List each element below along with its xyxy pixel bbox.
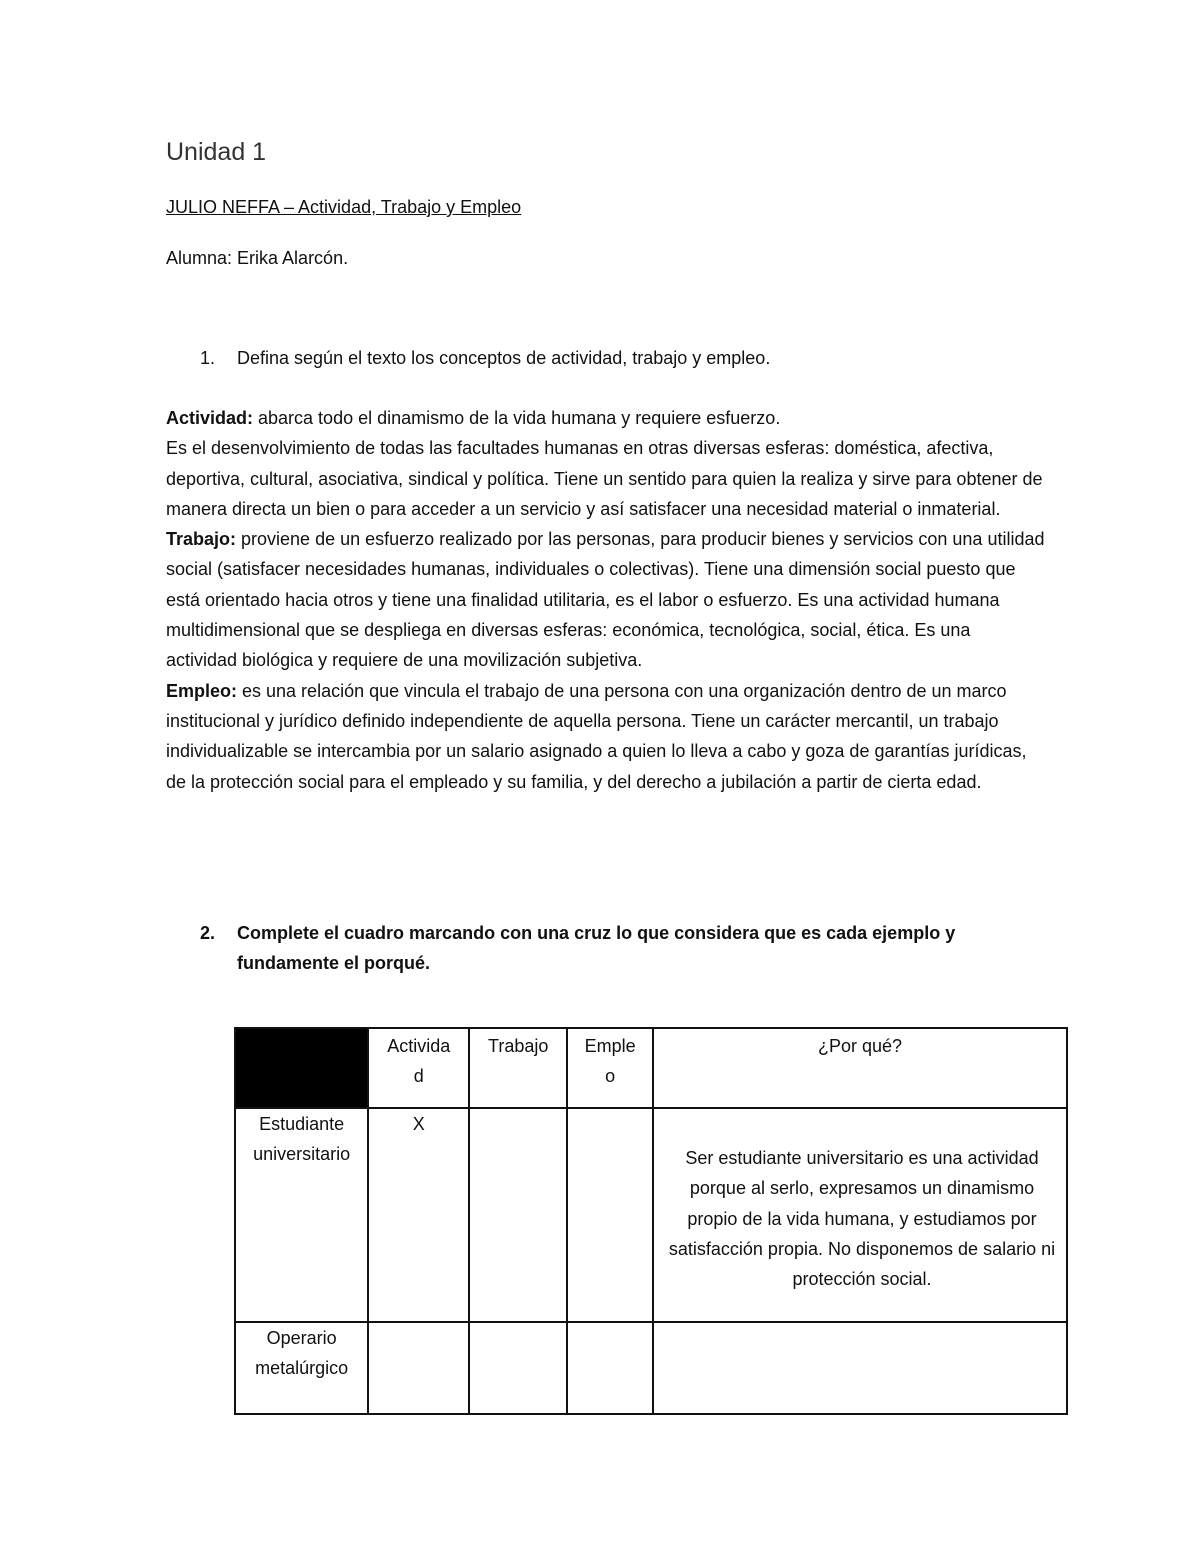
table-header-empleo-label: Empleo — [584, 1036, 636, 1086]
question-1 — [200, 343, 1000, 373]
question-2 — [200, 918, 1000, 978]
classification-table — [234, 1027, 1068, 1415]
table-header-por-que: ¿Por qué? — [653, 1028, 1067, 1108]
student-name: Alumna: Erika Alarcón. — [166, 248, 349, 268]
cell-actividad-operario — [368, 1322, 469, 1414]
row-label-operario: Operario metalúrgico — [235, 1322, 368, 1414]
table-header-trabajo: Trabajo — [469, 1028, 567, 1108]
answer-block — [166, 403, 1046, 797]
trabajo-text: proviene de un esfuerzo realizado por las personas, para producir bienes y servicios con una utilidad social (satisfacer necesidades humanas, individuales o colectivas). Tiene una dimensión social puesto que está orientado hacia otros y tiene una finalidad utilitaria, es el labor o esfuerzo. Es una actividad humana multidimensional que se despliega en diversas esferas: económica, tecnológica, social, ética. Es una actividad biológica y requiere de una movilización subjetiva. — [166, 529, 1045, 671]
table-row — [235, 1108, 1067, 1322]
question-1-text: Defina según el texto los conceptos de actividad, trabajo y empleo. — [237, 348, 771, 368]
actividad-paragraph-2: Es el desenvolvimiento de todas las facultades humanas en otras diversas esferas: doméstica, afectiva, deportiva, cultural, asociativa, sindical y política. Tiene un sentido para quien la realiza y sirve para obtener de manera directa un bien o para acceder a un servicio y así satisfacer una necesidad material o inmaterial. — [166, 438, 1043, 519]
cell-empleo-operario — [567, 1322, 653, 1414]
cell-trabajo-operario — [469, 1322, 567, 1414]
table-row — [235, 1322, 1067, 1414]
table-header-empleo — [567, 1028, 653, 1108]
trabajo-paragraph — [166, 524, 1046, 675]
document-subtitle: JULIO NEFFA – Actividad, Trabajo y Empleo — [166, 197, 522, 217]
actividad-text: abarca todo el dinamismo de la vida humana y requiere esfuerzo. — [253, 408, 781, 428]
table-header-row — [235, 1028, 1067, 1108]
cell-actividad-estudiante: X — [368, 1108, 469, 1322]
empleo-text: es una relación que vincula el trabajo de una persona con una organización dentro de un marco institucional y jurídico definido independiente de aquella persona. Tiene un carácter mercantil, un trabajo individualizable se intercambia por un salario asignado a quien lo lleva a cabo y goza de garantías jurídicas, de la protección social para el empleado y su familia, y del derecho a jubilación a partir de cierta edad. — [166, 680, 1027, 792]
actividad-paragraph — [166, 403, 1046, 433]
row-label-estudiante: Estudiante universitario — [235, 1108, 368, 1322]
cell-empleo-estudiante — [567, 1108, 653, 1322]
trabajo-label: Trabajo: — [166, 529, 237, 550]
question-2-text: Complete el cuadro marcando con una cruz lo que considera que es cada ejemplo y fundamente el porqué. — [237, 923, 956, 973]
cell-por-que-operario — [653, 1322, 1067, 1414]
question-2-number: 2. — [200, 923, 216, 943]
question-1-number: 1. — [200, 348, 216, 368]
table-header-actividad-label: Actividad — [387, 1036, 451, 1086]
page-title: Unidad 1 — [166, 138, 267, 166]
table-header-corner — [235, 1028, 368, 1108]
empleo-paragraph — [166, 676, 1046, 797]
cell-por-que-estudiante: Ser estudiante universitario es una actividad porque al serlo, expresamos un dinamismo propio de la vida humana, y estudiamos por satisfacción propia. No disponemos de salario ni protección social. — [653, 1108, 1067, 1322]
empleo-label: Empleo: — [166, 680, 238, 701]
actividad-label: Actividad: — [166, 408, 254, 428]
table-header-actividad — [368, 1028, 469, 1108]
cell-trabajo-estudiante — [469, 1108, 567, 1322]
